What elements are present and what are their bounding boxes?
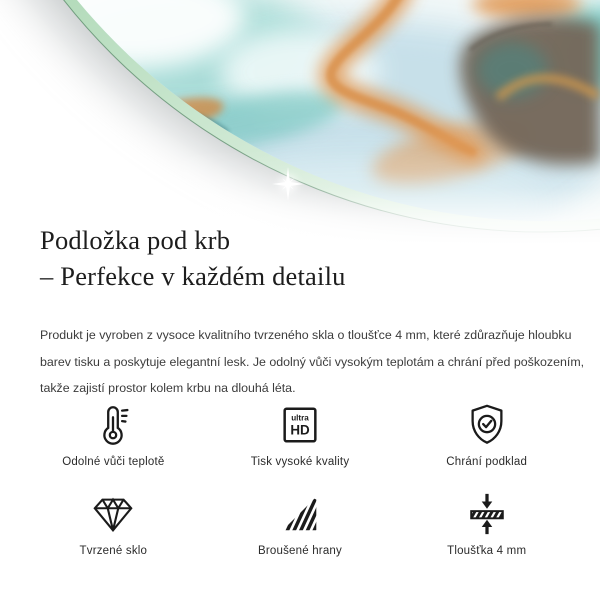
beveled-edges-icon (277, 488, 323, 540)
shield-check-icon (464, 399, 510, 451)
feature-label: Broušené hrany (257, 545, 342, 557)
feature-protects-base (393, 399, 580, 468)
feature-label: Tvrzené sklo (79, 545, 148, 557)
page-title-line1: Podložka pod krb (40, 225, 231, 255)
product-photo (0, 0, 600, 245)
diamond-icon (90, 488, 136, 540)
page-title (40, 222, 346, 294)
feature-print-quality (207, 399, 394, 468)
feature-label: Tloušťka 4 mm (447, 545, 527, 557)
thickness-icon (464, 488, 510, 540)
feature-heat-resistant (20, 399, 207, 468)
feature-label: Tisk vysoké kvality (250, 456, 350, 468)
page-title-line2: – Perfekce v každém detailu (40, 261, 346, 291)
feature-grid (20, 399, 580, 557)
product-description: Produkt je vyroben z vysoce kvalitního tvrzeného skla o tloušťce 4 mm, které zdůrazňuje hloubku barev tisku a poskytuje elegantní lesk. Je odolný vůči vysokým teplotám a chrání před poškozením, takže zajistí prostor kolem krbu na dlouhá léta. (40, 328, 585, 396)
ultra-hd-icon (277, 399, 323, 451)
svg-text:ultra: ultra (291, 413, 309, 423)
feature-label: Odolné vůči teplotě (62, 456, 165, 468)
feature-polished-edges (207, 488, 394, 557)
feature-tempered-glass (20, 488, 207, 557)
svg-text:HD: HD (290, 422, 310, 438)
feature-thickness (393, 488, 580, 557)
feature-label: Chrání podklad (446, 456, 528, 468)
thermometer-icon (90, 399, 136, 451)
